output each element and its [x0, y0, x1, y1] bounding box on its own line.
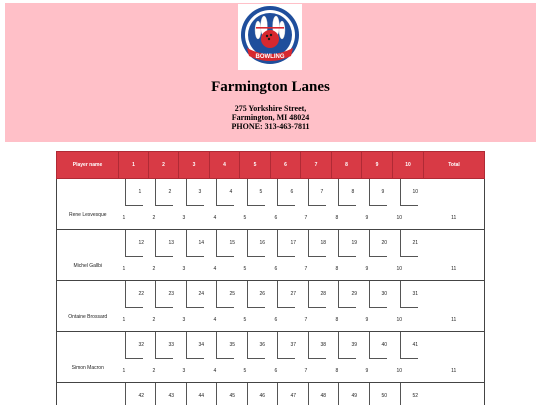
- frame-cell: [332, 332, 362, 383]
- frame-cell: [210, 332, 240, 383]
- frame-cell: [179, 383, 210, 405]
- ball-score: 40: [381, 342, 388, 348]
- frame-cell: [119, 383, 149, 405]
- col-header-frame-10: 10: [393, 152, 424, 179]
- frame-score: 1: [122, 368, 126, 374]
- ball-score: 16: [259, 240, 266, 246]
- ball-score: 21: [412, 240, 419, 246]
- frame-cell: [393, 383, 424, 405]
- col-header-player: Player name: [57, 152, 119, 179]
- frame-score: 3: [182, 317, 186, 323]
- ball-score: 14: [198, 240, 205, 246]
- frame-cell: [179, 230, 210, 281]
- frame-cell: [362, 230, 393, 281]
- frame-cell: [332, 179, 362, 230]
- frame-cell: [271, 179, 301, 230]
- col-header-frame-4: 4: [210, 152, 240, 179]
- frame-score: 2: [152, 215, 156, 221]
- frame-score: 2: [152, 266, 156, 272]
- total-score: 11: [451, 215, 457, 221]
- ball-score: 6: [290, 189, 294, 195]
- frame-cell: [393, 179, 424, 230]
- ball-score: 18: [320, 240, 327, 246]
- address-street: 275 Yorkshire Street,: [234, 104, 307, 113]
- frame-score: 7: [304, 215, 308, 221]
- frame-cell: [179, 332, 210, 383]
- frame-cell: [393, 332, 424, 383]
- total-cell: [424, 383, 485, 405]
- player-row: [57, 281, 485, 332]
- frame-score: 4: [213, 266, 217, 272]
- ball-score: 26: [259, 291, 266, 297]
- frame-cell: [301, 332, 332, 383]
- frame-cell: [179, 179, 210, 230]
- frame-cell: [301, 230, 332, 281]
- frame-cell: [362, 332, 393, 383]
- frame-cell: [210, 383, 240, 405]
- frame-score: 5: [243, 317, 247, 323]
- ball-score: 37: [290, 342, 297, 348]
- frame-score: 3: [182, 266, 186, 272]
- ball-score: 29: [351, 291, 358, 297]
- ball-score: 39: [351, 342, 358, 348]
- frame-score: 8: [335, 317, 339, 323]
- frame-score: 7: [304, 317, 308, 323]
- ball-score: 30: [381, 291, 388, 297]
- frame-cell: [240, 332, 271, 383]
- frame-cell: [271, 230, 301, 281]
- frame-score: 10: [396, 215, 403, 221]
- frame-cell: [119, 332, 149, 383]
- frame-score: 3: [182, 368, 186, 374]
- frame-cell: [362, 179, 393, 230]
- frame-score: 10: [396, 317, 403, 323]
- ball-score: 10: [412, 189, 419, 195]
- ball-score: 28: [320, 291, 327, 297]
- total-cell: [424, 281, 485, 332]
- col-header-frame-1: 1: [119, 152, 149, 179]
- ball-score: 47: [290, 393, 297, 399]
- player-name-cell: [57, 383, 119, 405]
- frame-cell: [119, 230, 149, 281]
- frame-cell: [149, 383, 179, 405]
- ball-score: 22: [138, 291, 145, 297]
- player-name-cell: [57, 332, 119, 383]
- frame-cell: [332, 281, 362, 332]
- ball-score: 17: [290, 240, 297, 246]
- frame-score: 6: [274, 317, 278, 323]
- ball-score: 7: [320, 189, 324, 195]
- frame-cell: [210, 281, 240, 332]
- frame-cell: [240, 230, 271, 281]
- frame-cell: [149, 332, 179, 383]
- frame-score: 4: [213, 215, 217, 221]
- ball-score: 36: [259, 342, 266, 348]
- frame-cell: [271, 332, 301, 383]
- frame-score: 5: [243, 215, 247, 221]
- ball-score: 50: [381, 393, 388, 399]
- ball-score: 8: [351, 189, 355, 195]
- frame-score: 5: [243, 368, 247, 374]
- ball-score: 9: [381, 189, 385, 195]
- ball-score: 2: [168, 189, 172, 195]
- ball-score: 43: [168, 393, 175, 399]
- venue-title: Farmington Lanes: [211, 79, 330, 95]
- ball-score: 1: [138, 189, 142, 195]
- col-header-frame-7: 7: [301, 152, 332, 179]
- ball-score: 48: [320, 393, 327, 399]
- frame-cell: [332, 230, 362, 281]
- frame-score: 7: [304, 266, 308, 272]
- player-row: [57, 230, 485, 281]
- ball-score: 42: [138, 393, 145, 399]
- ball-score: 27: [290, 291, 297, 297]
- total-score: 11: [451, 266, 457, 272]
- frame-score: 8: [335, 215, 339, 221]
- bowling-logo: [238, 4, 302, 70]
- ball-score: 15: [229, 240, 236, 246]
- ball-score: 19: [351, 240, 358, 246]
- frame-cell: [271, 281, 301, 332]
- col-header-frame-3: 3: [179, 152, 210, 179]
- player-name: Simon Macron: [71, 365, 104, 371]
- ball-score: 4: [229, 189, 233, 195]
- frame-cell: [240, 383, 271, 405]
- frame-score: 2: [152, 317, 156, 323]
- frame-score: 1: [122, 215, 126, 221]
- player-name: Ontaine Brossard: [68, 314, 108, 320]
- frame-cell: [362, 281, 393, 332]
- total-cell: [424, 179, 485, 230]
- ball-score: 41: [412, 342, 419, 348]
- phone-number: PHONE: 313-463-7811: [231, 122, 310, 131]
- frame-cell: [393, 281, 424, 332]
- frame-cell: [119, 179, 149, 230]
- table-header-row: [57, 152, 485, 179]
- frame-cell: [362, 383, 393, 405]
- frame-score: 10: [396, 368, 403, 374]
- frame-cell: [301, 179, 332, 230]
- frame-score: 4: [213, 317, 217, 323]
- frame-score: 1: [122, 317, 126, 323]
- frame-cell: [210, 230, 240, 281]
- bowling-logo-icon: [238, 4, 302, 70]
- player-row: [57, 179, 485, 230]
- frame-cell: [301, 383, 332, 405]
- player-name: Rene Lesvesque: [68, 212, 107, 218]
- col-header-frame-6: 6: [271, 152, 301, 179]
- header-banner: [5, 3, 536, 142]
- frame-score: 10: [396, 266, 403, 272]
- frame-score: 2: [152, 368, 156, 374]
- player-name-cell: [57, 281, 119, 332]
- ball-score: 45: [229, 393, 236, 399]
- frame-cell: [332, 383, 362, 405]
- ball-score: 34: [198, 342, 205, 348]
- frame-cell: [271, 383, 301, 405]
- ball-score: 38: [320, 342, 327, 348]
- frame-score: 8: [335, 266, 339, 272]
- player-row: [57, 383, 485, 405]
- frame-score: 6: [274, 266, 278, 272]
- ball-score: 12: [138, 240, 145, 246]
- frame-cell: [149, 179, 179, 230]
- frame-cell: [240, 179, 271, 230]
- frame-score: 9: [365, 266, 369, 272]
- ball-score: 33: [168, 342, 175, 348]
- ball-score: 3: [198, 189, 202, 195]
- ball-score: 13: [168, 240, 175, 246]
- ball-score: 49: [351, 393, 358, 399]
- frame-cell: [240, 281, 271, 332]
- player-name: Michel Gallbi: [73, 263, 103, 269]
- ball-score: 31: [412, 291, 419, 297]
- player-row: [57, 332, 485, 383]
- frame-score: 9: [365, 317, 369, 323]
- col-header-frame-8: 8: [332, 152, 362, 179]
- ball-score: 5: [259, 189, 263, 195]
- ball-score: 44: [198, 393, 205, 399]
- ball-score: 32: [138, 342, 145, 348]
- logo-text: BOWLING: [255, 54, 285, 60]
- frame-cell: [119, 281, 149, 332]
- col-header-total: Total: [424, 152, 485, 179]
- player-name-cell: [57, 179, 119, 230]
- total-score: 11: [451, 368, 457, 374]
- frame-score: 5: [243, 266, 247, 272]
- ball-score: 24: [198, 291, 205, 297]
- player-name-cell: [57, 230, 119, 281]
- frame-score: 9: [365, 215, 369, 221]
- ball-score: 46: [259, 393, 266, 399]
- frame-score: 8: [335, 368, 339, 374]
- frame-cell: [179, 281, 210, 332]
- col-header-frame-5: 5: [240, 152, 271, 179]
- scoreboard-table: [56, 151, 485, 405]
- frame-cell: [149, 230, 179, 281]
- col-header-frame-2: 2: [149, 152, 179, 179]
- ball-score: 23: [168, 291, 175, 297]
- col-header-frame-9: 9: [362, 152, 393, 179]
- frame-score: 4: [213, 368, 217, 374]
- frame-score: 6: [274, 215, 278, 221]
- frame-score: 9: [365, 368, 369, 374]
- frame-score: 1: [122, 266, 126, 272]
- ball-score: 25: [229, 291, 236, 297]
- frame-score: 6: [274, 368, 278, 374]
- address-city: Farmington, MI 48024: [231, 113, 310, 122]
- ball-score: 52: [412, 393, 419, 399]
- frame-cell: [393, 230, 424, 281]
- ball-score: 35: [229, 342, 236, 348]
- total-score: 11: [451, 317, 457, 323]
- frame-score: 7: [304, 368, 308, 374]
- scoreboard-body: [57, 179, 485, 405]
- frame-cell: [301, 281, 332, 332]
- frame-cell: [149, 281, 179, 332]
- frame-score: 3: [182, 215, 186, 221]
- total-cell: [424, 332, 485, 383]
- total-cell: [424, 230, 485, 281]
- frame-cell: [210, 179, 240, 230]
- ball-score: 20: [381, 240, 388, 246]
